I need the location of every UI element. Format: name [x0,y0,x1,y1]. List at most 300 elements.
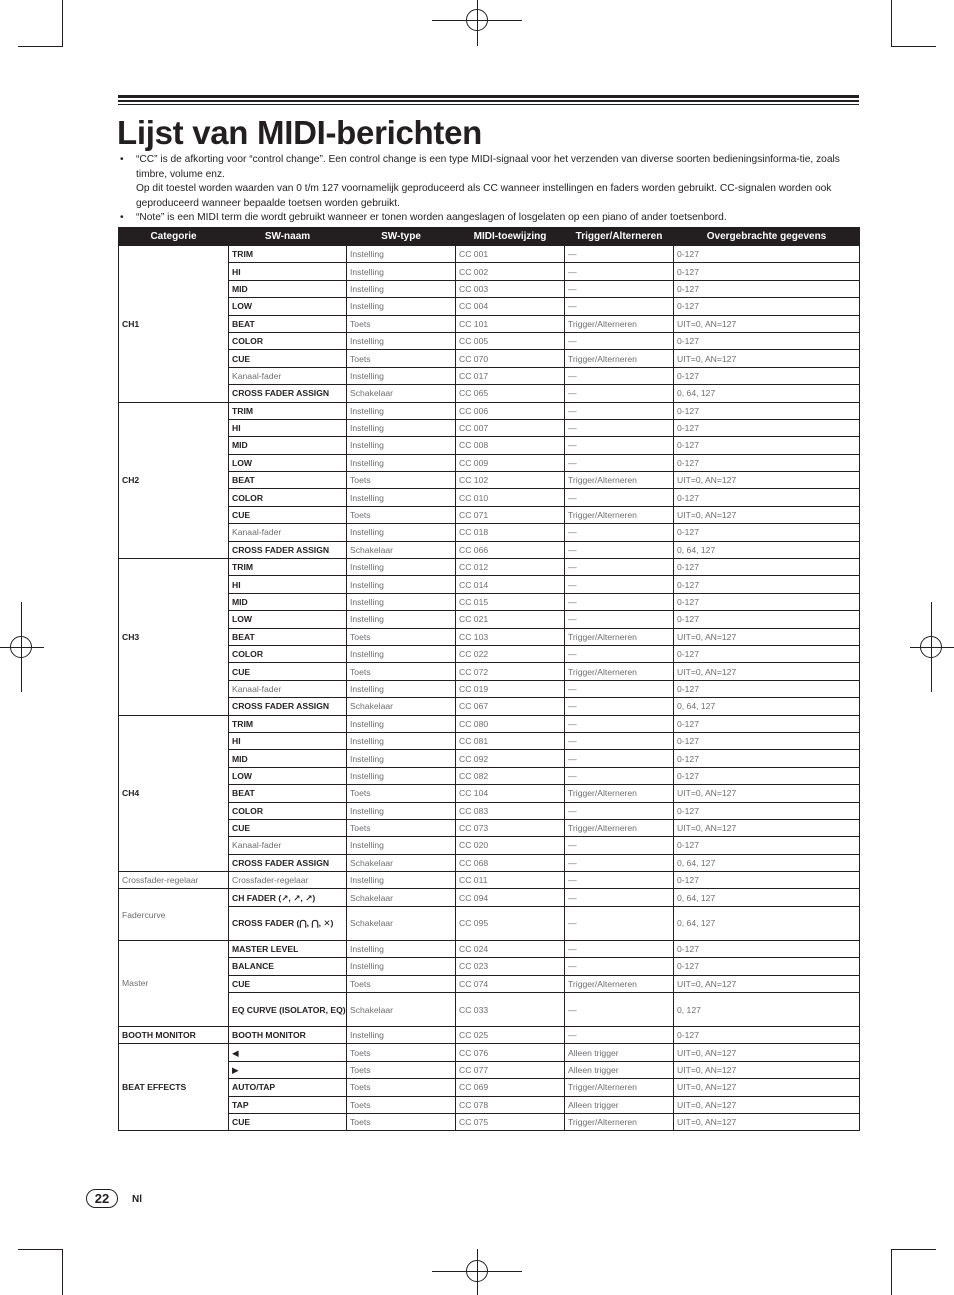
data-cell: UIT=0, AN=127 [674,315,860,332]
sw-type-cell: Toets [347,1096,456,1113]
data-cell: UIT=0, AN=127 [674,819,860,836]
data-cell: 0, 64, 127 [674,906,860,940]
sw-name-cell: TAP [229,1096,347,1113]
title-rule [118,95,859,105]
midi-cell: CC 017 [456,367,565,384]
table-row [119,698,860,715]
sw-type-cell: Instelling [347,246,456,263]
data-cell: UIT=0, AN=127 [674,975,860,992]
table-row [119,263,860,280]
trigger-cell: — [565,280,674,297]
table-row [119,854,860,871]
trigger-cell: — [565,837,674,854]
trigger-cell: Trigger/Alterneren [565,315,674,332]
trigger-cell: — [565,750,674,767]
midi-cell: CC 068 [456,854,565,871]
notes-list [118,153,858,226]
data-cell: 0-127 [674,367,860,384]
table-row [119,785,860,802]
table-row [119,889,860,906]
table-row [119,802,860,819]
sw-type-cell: Instelling [347,437,456,454]
table-row [119,593,860,610]
table-row [119,367,860,384]
sw-type-cell: Toets [347,628,456,645]
midi-cell: CC 067 [456,698,565,715]
trigger-cell: Trigger/Alterneren [565,819,674,836]
data-cell: UIT=0, AN=127 [674,628,860,645]
trigger-cell: Trigger/Alterneren [565,350,674,367]
data-cell: 0, 64, 127 [674,889,860,906]
midi-cell: CC 033 [456,993,565,1027]
data-cell: 0-127 [674,332,860,349]
trigger-cell: Trigger/Alterneren [565,628,674,645]
trigger-cell: — [565,489,674,506]
table-row [119,940,860,957]
trigger-cell: — [565,576,674,593]
sw-type-cell: Toets [347,472,456,489]
data-cell: 0-127 [674,1027,860,1044]
sw-name-cell: CUE [229,663,347,680]
trigger-cell: — [565,402,674,419]
midi-cell: CC 020 [456,837,565,854]
sw-type-cell: Instelling [347,332,456,349]
midi-cell: CC 014 [456,576,565,593]
data-cell: 0-127 [674,611,860,628]
trigger-cell: — [565,940,674,957]
trigger-cell: — [565,680,674,697]
sw-name-cell: LOW [229,611,347,628]
midi-cell: CC 003 [456,280,565,297]
category-cell: Master [119,940,229,1026]
table-row [119,1113,860,1130]
sw-type-cell: Toets [347,506,456,523]
sw-type-cell: Instelling [347,576,456,593]
page-title: Lijst van MIDI-berichten [117,114,483,151]
sw-type-cell: Instelling [347,402,456,419]
sw-name-cell: CROSS FADER ASSIGN [229,385,347,402]
table-row [119,541,860,558]
trigger-cell: Trigger/Alterneren [565,785,674,802]
table-row [119,506,860,523]
midi-cell: CC 065 [456,385,565,402]
midi-cell: CC 006 [456,402,565,419]
sw-name-cell: CH FADER (↗, ↗, ↗) [229,889,347,906]
table-row [119,993,860,1027]
sw-name-cell: COLOR [229,332,347,349]
sw-name-cell: HI [229,419,347,436]
table-row [119,1044,860,1061]
header-gegevens: Overgebrachte gegevens [674,228,860,246]
sw-type-cell: Toets [347,819,456,836]
midi-cell: CC 018 [456,524,565,541]
note-note-line1: “Note” is een MIDI term die wordt gebruikt wanneer er tonen worden aangeslagen of losgelaten op een piano of ander toetsenbord. [136,212,727,223]
midi-cell: CC 081 [456,732,565,749]
sw-name-cell: MID [229,593,347,610]
sw-name-cell: COLOR [229,802,347,819]
trigger-cell: — [565,958,674,975]
midi-cell: CC 094 [456,889,565,906]
midi-cell: CC 024 [456,940,565,957]
data-cell: UIT=0, AN=127 [674,1096,860,1113]
data-cell: 0-127 [674,593,860,610]
data-cell: 0-127 [674,802,860,819]
midi-table [118,227,860,1131]
trigger-cell: — [565,906,674,940]
table-row [119,958,860,975]
data-cell: 0-127 [674,454,860,471]
sw-type-cell: Instelling [347,940,456,957]
trigger-cell: — [565,541,674,558]
data-cell: UIT=0, AN=127 [674,472,860,489]
data-cell: UIT=0, AN=127 [674,1079,860,1096]
table-row [119,663,860,680]
midi-cell: CC 076 [456,1044,565,1061]
page-number: 22 [86,1189,118,1208]
table-row [119,402,860,419]
data-cell: UIT=0, AN=127 [674,663,860,680]
sw-type-cell: Instelling [347,489,456,506]
sw-name-cell: BEAT [229,472,347,489]
sw-name-cell: MID [229,280,347,297]
midi-cell: CC 066 [456,541,565,558]
table-row [119,1079,860,1096]
midi-cell: CC 019 [456,680,565,697]
sw-name-cell: CUE [229,975,347,992]
table-row [119,454,860,471]
table-row [119,524,860,541]
data-cell: 0-127 [674,298,860,315]
table-row [119,419,860,436]
sw-type-cell: Instelling [347,1027,456,1044]
sw-type-cell: Instelling [347,767,456,784]
sw-type-cell: Toets [347,315,456,332]
midi-cell: CC 002 [456,263,565,280]
sw-type-cell: Instelling [347,454,456,471]
trigger-cell: Trigger/Alterneren [565,1113,674,1130]
sw-name-cell: Kanaal-fader [229,367,347,384]
data-cell: 0, 64, 127 [674,541,860,558]
note-note [118,211,858,226]
midi-cell: CC 069 [456,1079,565,1096]
data-cell: 0, 64, 127 [674,698,860,715]
data-cell: 0-127 [674,680,860,697]
category-cell: CH1 [119,246,229,403]
sw-name-cell: TRIM [229,402,347,419]
note-cc [118,153,858,211]
table-row [119,837,860,854]
midi-cell: CC 007 [456,419,565,436]
midi-cell: CC 025 [456,1027,565,1044]
trigger-cell: — [565,437,674,454]
trigger-cell: — [565,732,674,749]
data-cell: 0-127 [674,645,860,662]
sw-type-cell: Instelling [347,419,456,436]
sw-type-cell: Schakelaar [347,698,456,715]
sw-name-cell: HI [229,263,347,280]
data-cell: 0-127 [674,767,860,784]
midi-cell: CC 103 [456,628,565,645]
data-cell: 0-127 [674,246,860,263]
page-language: Nl [132,1194,142,1205]
midi-cell: CC 023 [456,958,565,975]
data-cell: UIT=0, AN=127 [674,350,860,367]
category-cell: CH2 [119,402,229,559]
sw-type-cell: Toets [347,663,456,680]
sw-name-cell: EQ CURVE (ISOLATOR, EQ) [229,993,347,1027]
sw-name-cell: Kanaal-fader [229,524,347,541]
data-cell: 0-127 [674,280,860,297]
trigger-cell: Alleen trigger [565,1044,674,1061]
sw-type-cell: Instelling [347,593,456,610]
sw-name-cell: CROSS FADER ASSIGN [229,541,347,558]
sw-type-cell: Schakelaar [347,906,456,940]
midi-cell: CC 101 [456,315,565,332]
midi-cell: CC 008 [456,437,565,454]
sw-type-cell: Instelling [347,872,456,889]
category-cell: BOOTH MONITOR [119,1027,229,1044]
trigger-cell: — [565,715,674,732]
sw-type-cell: Instelling [347,280,456,297]
table-row [119,1027,860,1044]
trigger-cell: — [565,698,674,715]
sw-type-cell: Instelling [347,680,456,697]
data-cell: 0-127 [674,732,860,749]
data-cell: 0-127 [674,419,860,436]
table-row [119,872,860,889]
table-row [119,246,860,263]
midi-cell: CC 005 [456,332,565,349]
midi-cell: CC 011 [456,872,565,889]
trigger-cell: — [565,367,674,384]
sw-name-cell: TRIM [229,559,347,576]
trigger-cell: Trigger/Alterneren [565,506,674,523]
sw-name-cell: CUE [229,506,347,523]
header-sw-type: SW-type [347,228,456,246]
sw-type-cell: Toets [347,785,456,802]
midi-cell: CC 092 [456,750,565,767]
sw-type-cell: Schakelaar [347,541,456,558]
sw-type-cell: Instelling [347,715,456,732]
sw-name-cell: MID [229,750,347,767]
sw-type-cell: Instelling [347,645,456,662]
midi-cell: CC 095 [456,906,565,940]
table-row [119,645,860,662]
table-row [119,975,860,992]
sw-name-cell: CUE [229,1113,347,1130]
trigger-cell: — [565,332,674,349]
midi-cell: CC 080 [456,715,565,732]
sw-type-cell: Instelling [347,837,456,854]
midi-cell: CC 015 [456,593,565,610]
table-row [119,611,860,628]
data-cell: UIT=0, AN=127 [674,506,860,523]
data-cell: 0-127 [674,263,860,280]
table-row [119,472,860,489]
table-row [119,715,860,732]
data-cell: UIT=0, AN=127 [674,785,860,802]
midi-cell: CC 102 [456,472,565,489]
trigger-cell: — [565,593,674,610]
table-body [119,246,860,1131]
table-row [119,559,860,576]
trigger-cell: — [565,767,674,784]
midi-cell: CC 077 [456,1061,565,1078]
data-cell: 0-127 [674,837,860,854]
midi-cell: CC 022 [456,645,565,662]
data-cell: 0-127 [674,559,860,576]
data-cell: 0-127 [674,940,860,957]
bullet-marker: • [120,154,124,165]
sw-name-cell: COLOR [229,489,347,506]
midi-cell: CC 073 [456,819,565,836]
table-row [119,385,860,402]
midi-cell: CC 001 [456,246,565,263]
midi-cell: CC 075 [456,1113,565,1130]
midi-cell: CC 004 [456,298,565,315]
sw-name-cell: ▶ [229,1061,347,1078]
category-cell: CH3 [119,559,229,716]
sw-name-cell: MID [229,437,347,454]
data-cell: 0, 64, 127 [674,385,860,402]
sw-name-cell: CUE [229,819,347,836]
trigger-cell: Trigger/Alterneren [565,472,674,489]
trigger-cell: — [565,645,674,662]
sw-type-cell: Instelling [347,750,456,767]
sw-name-cell: ◀ [229,1044,347,1061]
data-cell: 0-127 [674,958,860,975]
table-row [119,280,860,297]
trigger-cell: Alleen trigger [565,1061,674,1078]
sw-type-cell: Instelling [347,524,456,541]
sw-type-cell: Schakelaar [347,889,456,906]
sw-name-cell: CUE [229,350,347,367]
data-cell: UIT=0, AN=127 [674,1044,860,1061]
sw-type-cell: Toets [347,350,456,367]
sw-type-cell: Toets [347,1079,456,1096]
sw-name-cell: HI [229,576,347,593]
trigger-cell: — [565,246,674,263]
table-row [119,819,860,836]
trigger-cell: — [565,854,674,871]
sw-type-cell: Toets [347,1044,456,1061]
table-row [119,315,860,332]
sw-name-cell: TRIM [229,246,347,263]
trigger-cell: — [565,872,674,889]
table-row [119,437,860,454]
data-cell: 0-127 [674,715,860,732]
data-cell: 0-127 [674,402,860,419]
note-cc-line2: Op dit toestel worden waarden van 0 t/m 127 voornamelijk geproduceerd als CC wanneer instellingen en faders worden gebruikt. CC-signalen worden ook geproduceerd wanneer bepaalde toetsen worden gebruikt. [136,183,832,209]
sw-name-cell: LOW [229,767,347,784]
header-sw-naam: SW-naam [229,228,347,246]
sw-name-cell: BEAT [229,785,347,802]
category-cell: Crossfader-regelaar [119,872,229,889]
midi-cell: CC 082 [456,767,565,784]
data-cell: UIT=0, AN=127 [674,1113,860,1130]
data-cell: 0-127 [674,437,860,454]
sw-type-cell: Instelling [347,559,456,576]
table-row [119,750,860,767]
table-row [119,767,860,784]
table-row [119,332,860,349]
sw-type-cell: Schakelaar [347,385,456,402]
midi-cell: CC 072 [456,663,565,680]
table-row [119,906,860,940]
trigger-cell: Trigger/Alterneren [565,663,674,680]
note-cc-line1: “CC” is de afkorting voor “control change”. Een control change is een type MIDI-signaal voor het verzenden van diverse soorten bedieningsinforma-tie, zoals timbre, volume enz. [136,154,840,180]
sw-type-cell: Instelling [347,367,456,384]
trigger-cell: — [565,611,674,628]
sw-name-cell: CROSS FADER (⋂, ⋂, ✕) [229,906,347,940]
trigger-cell: Alleen trigger [565,1096,674,1113]
header-trigger: Trigger/Alterneren [565,228,674,246]
data-cell: 0-127 [674,489,860,506]
category-cell: Fadercurve [119,889,229,940]
midi-cell: CC 083 [456,802,565,819]
data-cell: UIT=0, AN=127 [674,1061,860,1078]
table-row [119,732,860,749]
midi-cell: CC 009 [456,454,565,471]
data-cell: 0-127 [674,750,860,767]
trigger-cell: — [565,993,674,1027]
midi-cell: CC 104 [456,785,565,802]
table-row [119,680,860,697]
sw-name-cell: LOW [229,298,347,315]
category-cell: BEAT EFFECTS [119,1044,229,1131]
data-cell: 0-127 [674,576,860,593]
sw-name-cell: TRIM [229,715,347,732]
midi-cell: CC 010 [456,489,565,506]
midi-cell: CC 012 [456,559,565,576]
table-row [119,628,860,645]
sw-name-cell: Crossfader-regelaar [229,872,347,889]
trigger-cell: — [565,454,674,471]
bullet-marker: • [120,212,124,223]
category-cell: CH4 [119,715,229,872]
sw-type-cell: Toets [347,1113,456,1130]
header-categorie: Categorie [119,228,229,246]
sw-name-cell: COLOR [229,645,347,662]
table-row [119,576,860,593]
table-row [119,1096,860,1113]
sw-type-cell: Instelling [347,298,456,315]
sw-type-cell: Instelling [347,958,456,975]
header-midi-toewijzing: MIDI-toewijzing [456,228,565,246]
sw-name-cell: CROSS FADER ASSIGN [229,854,347,871]
table-row [119,298,860,315]
sw-name-cell: Kanaal-fader [229,680,347,697]
table-row [119,489,860,506]
midi-cell: CC 021 [456,611,565,628]
trigger-cell: — [565,559,674,576]
trigger-cell: — [565,385,674,402]
sw-name-cell: BEAT [229,628,347,645]
data-cell: 0, 127 [674,993,860,1027]
table-header-row [119,228,860,246]
sw-type-cell: Toets [347,975,456,992]
sw-name-cell: Kanaal-fader [229,837,347,854]
trigger-cell: — [565,419,674,436]
midi-cell: CC 070 [456,350,565,367]
data-cell: 0, 64, 127 [674,854,860,871]
table-row [119,1061,860,1078]
table-row [119,350,860,367]
trigger-cell: Trigger/Alterneren [565,1079,674,1096]
midi-cell: CC 074 [456,975,565,992]
trigger-cell: — [565,889,674,906]
sw-type-cell: Toets [347,1061,456,1078]
